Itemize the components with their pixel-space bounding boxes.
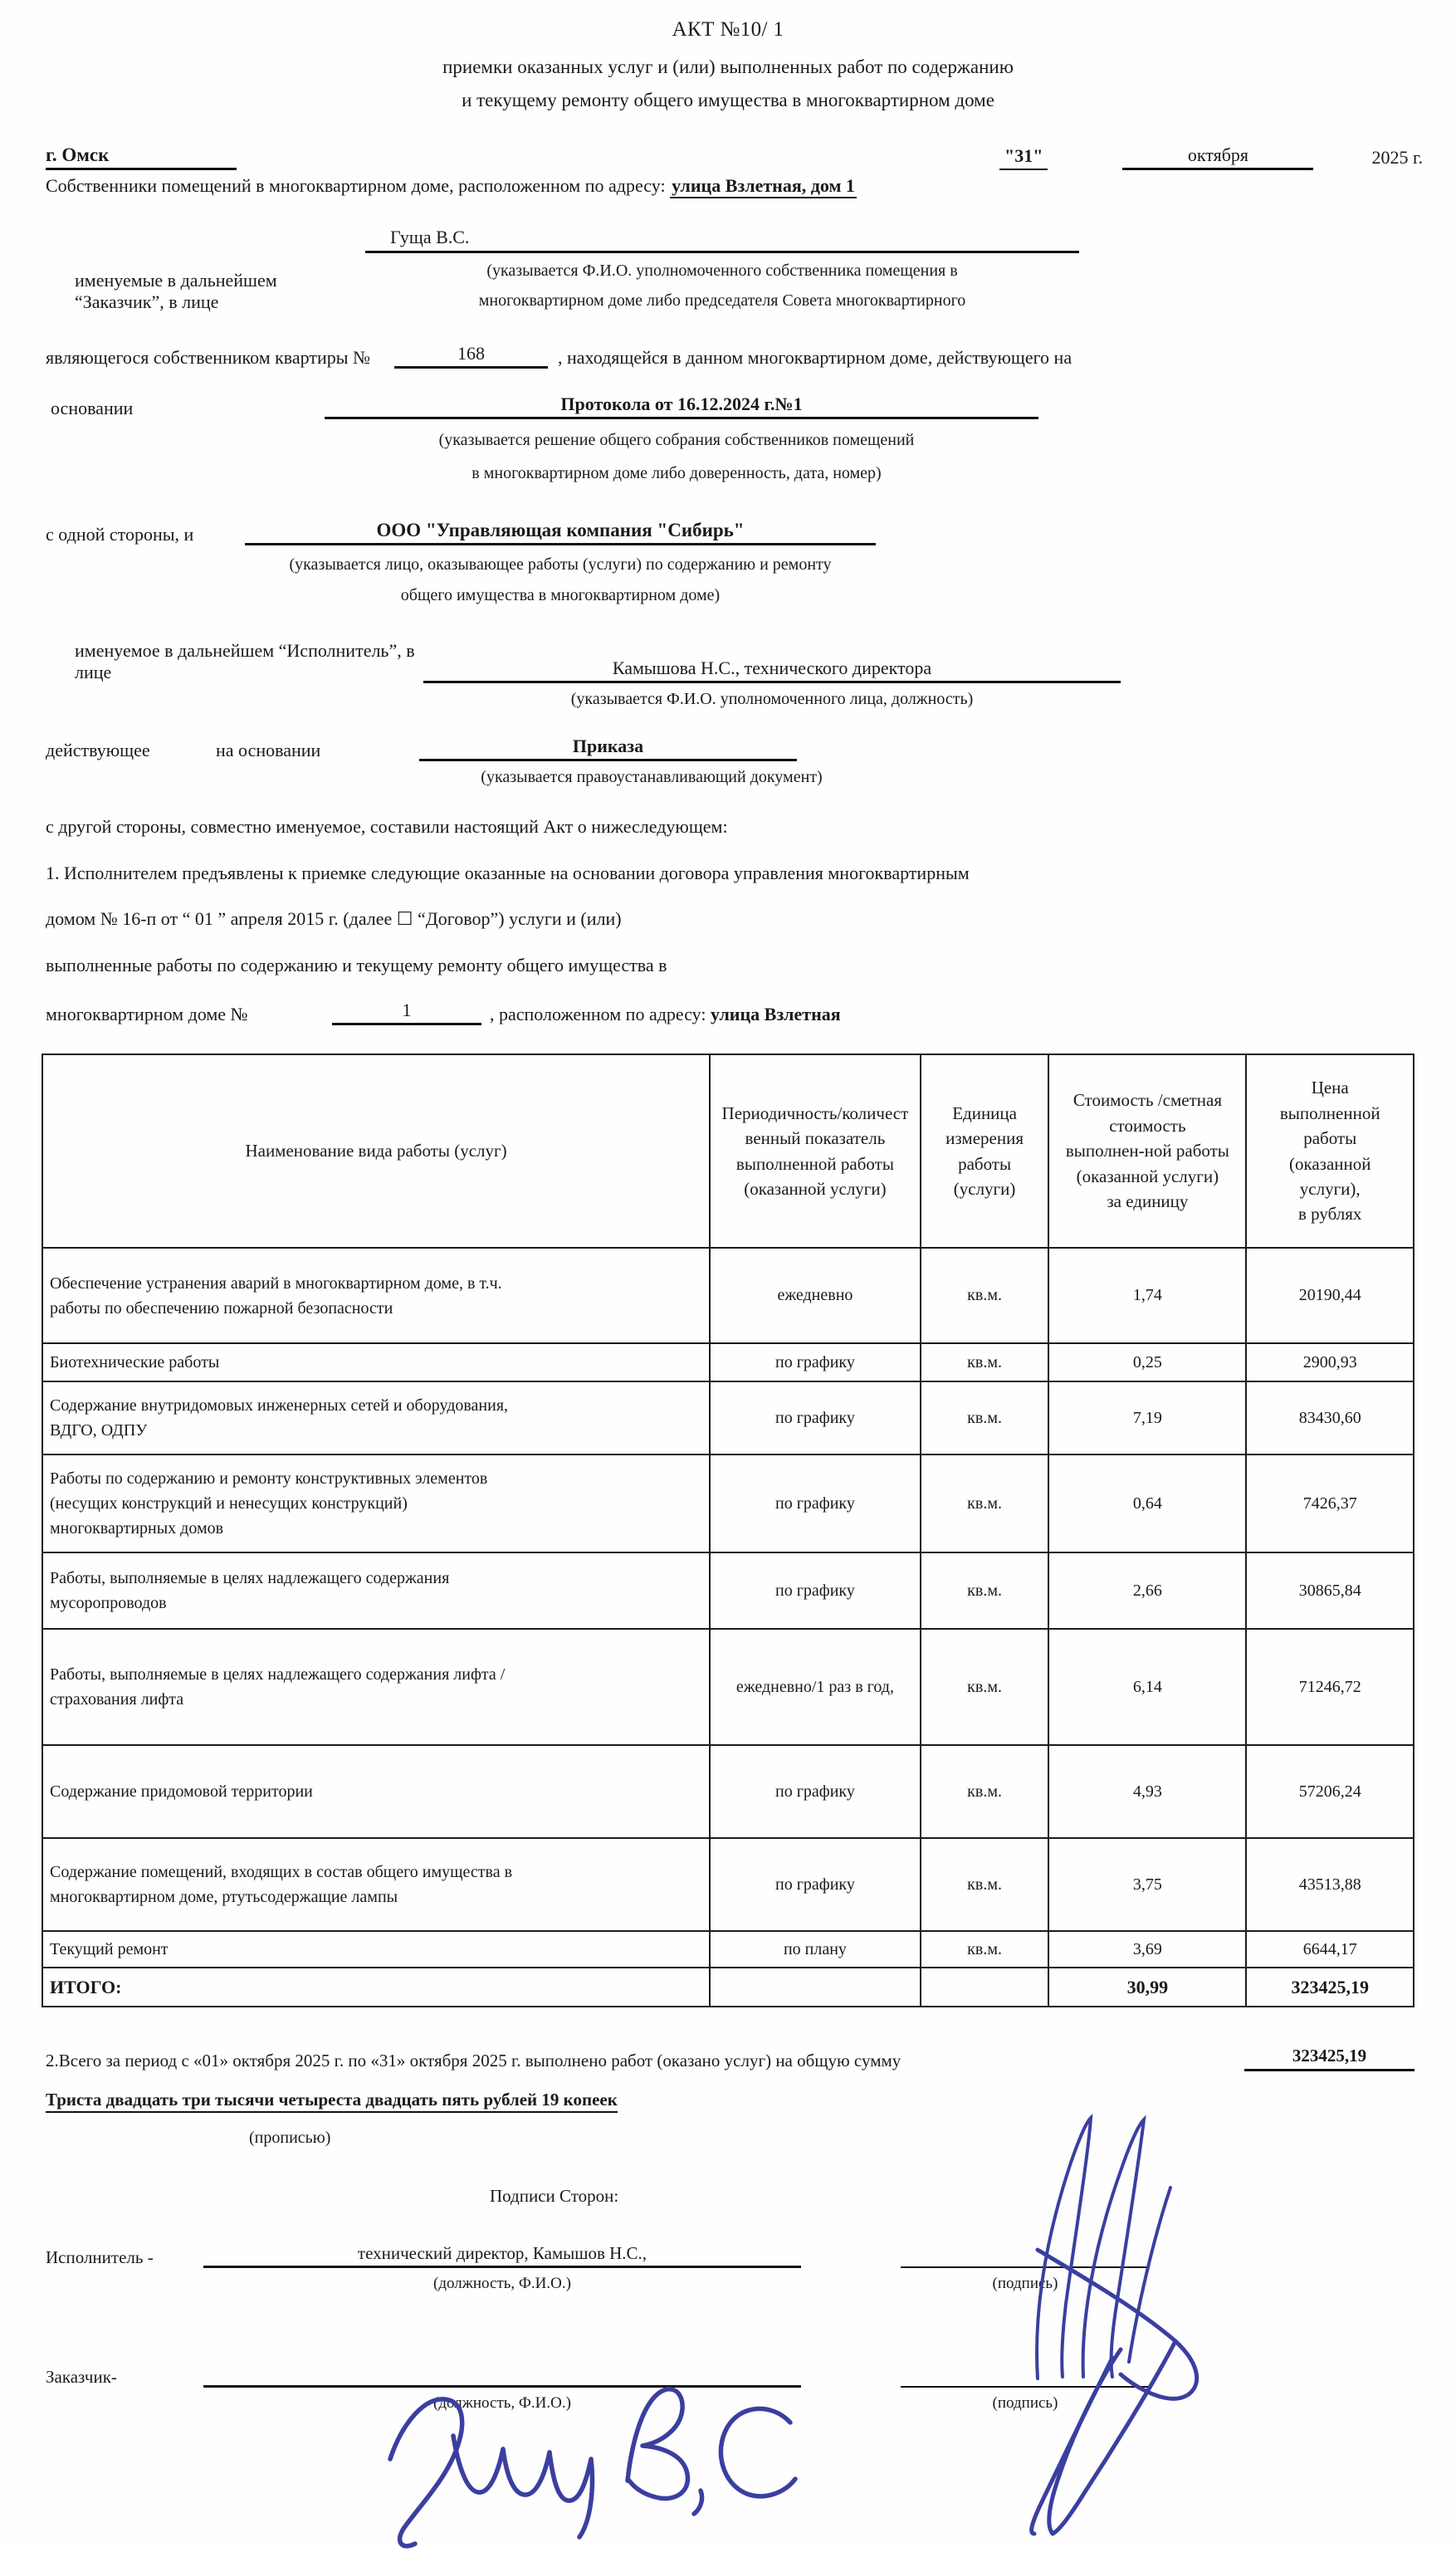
- row-periodicity: по графику: [710, 1455, 921, 1552]
- customer-signature-label: Заказчик-: [46, 2367, 117, 2387]
- customer-sign-hint: (подпись): [992, 2394, 1058, 2412]
- row-periodicity: ежедневно/1 раз в год,: [710, 1629, 921, 1745]
- executor-signature-hints: [0, 2275, 1456, 2293]
- table-header-row: [42, 1054, 1414, 1248]
- city-field: г. Омск: [46, 144, 237, 170]
- executor-person-field: Камышова Н.С., технического директора: [423, 658, 1121, 683]
- executor-label: именуемое в дальнейшем “Исполнитель”, в лице: [75, 640, 415, 682]
- hdr-unit-l1: Единица: [952, 1102, 1017, 1123]
- apartment-rest-text: , находящейся в данном многоквартирном доме, действующего на: [558, 347, 1072, 368]
- executor-hint: (указывается Ф.И.О. уполномоченного лица, должность): [570, 690, 974, 708]
- apartment-block: [0, 343, 1456, 486]
- customer-signature-line: [901, 2364, 1150, 2388]
- row-unit: кв.м.: [921, 1455, 1049, 1552]
- amount-in-words-value: Триста двадцать три тысячи четыреста двадцать пять рублей 19 копеек: [46, 2090, 618, 2113]
- hdr-periodicity-l2: венный показатель: [745, 1128, 886, 1149]
- row-unit: кв.м.: [921, 1931, 1049, 1968]
- hdr-cost-l3: выполнен-ной работы: [1065, 1141, 1229, 1161]
- row-periodicity: по графику: [710, 1381, 921, 1455]
- row-unit-cost: 7,19: [1048, 1381, 1246, 1455]
- table-row: [42, 1838, 1414, 1931]
- company-name-field: ООО "Управляющая компания "Сибирь": [245, 520, 876, 545]
- house-rest-text: [481, 1004, 841, 1025]
- hdr-cost-l2: стоимость: [1109, 1115, 1186, 1136]
- row-unit-cost: 0,25: [1048, 1343, 1246, 1381]
- row-unit: кв.м.: [921, 1248, 1049, 1343]
- executor-signature-value: технический директор, Камышов Н.С.,: [203, 2243, 801, 2268]
- owners-prefix-text: Собственники помещений в многоквартирном доме, расположенном по адресу:: [46, 175, 666, 196]
- document-subtitle-line2: и текущему ремонту общего имущества в многоквартирном доме: [462, 90, 994, 110]
- row-unit-cost: 4,93: [1048, 1745, 1246, 1838]
- row-name: [42, 1552, 710, 1629]
- hdr-cost-l1: Стоимость /сметная: [1072, 1090, 1222, 1111]
- row-total: 43513,88: [1246, 1838, 1414, 1931]
- column-header-name: Наименование вида работы (услуг): [42, 1054, 710, 1248]
- table-total-row: [42, 1968, 1414, 2007]
- hdr-price-l3: работы: [1303, 1128, 1357, 1149]
- executor-signature-row: [0, 2243, 1456, 2268]
- row-periodicity: по графику: [710, 1838, 921, 1931]
- basis-hint-line2: в многоквартирном доме либо доверенность, дата, номер): [471, 464, 882, 482]
- summary-amount-field: 323425,19: [1244, 2046, 1414, 2071]
- row-name: [42, 1248, 710, 1343]
- total-label: ИТОГО:: [42, 1968, 710, 2007]
- row-unit: кв.м.: [921, 1838, 1049, 1931]
- row-unit-cost: 0,64: [1048, 1455, 1246, 1552]
- amount-in-words-row: [0, 2090, 1456, 2110]
- company-row: [46, 520, 1423, 545]
- basis-row: [46, 394, 1423, 419]
- executor-acting-label: действующее: [46, 740, 150, 760]
- apartment-number-field: 168: [394, 343, 548, 369]
- row-total: 30865,84: [1246, 1552, 1414, 1629]
- company-label: с одной стороны, и: [46, 524, 194, 545]
- house-street-value: улица Взлетная: [711, 1004, 841, 1024]
- place-date-row: [0, 144, 1456, 170]
- paragraph-2: домом № 16-п от “ 01 ” апреля 2015 г. (далее ☐ “Договор”) услуги и (или): [46, 908, 622, 929]
- row-unit-cost: 6,14: [1048, 1629, 1246, 1745]
- total-unit-cost: 30,99: [1048, 1968, 1246, 2007]
- hdr-price-l1: Цена: [1311, 1078, 1349, 1098]
- house-number-field: 1: [332, 1000, 481, 1025]
- row-total: 57206,24: [1246, 1745, 1414, 1838]
- row-name-l2: мусоропроводов: [50, 1594, 167, 1612]
- table-row: [42, 1248, 1414, 1343]
- row-periodicity: по графику: [710, 1745, 921, 1838]
- executor-signature-label: Исполнитель -: [46, 2247, 154, 2267]
- hdr-periodicity-l4: (оказанной услуги): [744, 1178, 887, 1199]
- row-name-l1: Работы, выполняемые в целях надлежащего содержания лифта /: [50, 1665, 506, 1684]
- summary-row: [0, 2046, 1456, 2071]
- customer-hint-line1: (указывается Ф.И.О. уполномоченного собственника помещения в: [486, 262, 958, 280]
- table-row: [42, 1629, 1414, 1745]
- row-name-l1: Содержание придомовой территории: [50, 1782, 313, 1801]
- customer-person-field: Гуща В.С.: [365, 227, 1079, 253]
- total-unit: [921, 1968, 1049, 2007]
- row-name-l1: Обеспечение устранения аварий в многоквартирном доме, в т.ч.: [50, 1274, 502, 1293]
- customer-signature-value: [203, 2383, 801, 2388]
- apartment-row: [46, 343, 1423, 369]
- hdr-unit-l2: измерения: [945, 1128, 1024, 1149]
- spacer: [801, 2394, 901, 2413]
- date-day-field: "31": [999, 145, 1048, 170]
- amount-in-words-hint: (прописью): [249, 2129, 331, 2147]
- total-periodicity: [710, 1968, 921, 2007]
- row-name: [42, 1455, 710, 1552]
- customer-row: [46, 227, 1423, 313]
- row-name-l2: (несущих конструкций и ненесущих конструкций): [50, 1494, 408, 1513]
- hdr-price-l2: выполненной: [1279, 1102, 1380, 1123]
- table-row: [42, 1455, 1414, 1552]
- column-header-periodicity: [710, 1054, 921, 1248]
- hdr-cost-l4: (оказанной услуги): [1076, 1166, 1219, 1186]
- executor-position-hint: (должность, Ф.И.О.): [433, 2275, 571, 2292]
- executor-basis-value-field: Приказа: [419, 736, 797, 761]
- row-name: [42, 1745, 710, 1838]
- executor-block: [0, 640, 1456, 787]
- row-unit-cost: 1,74: [1048, 1248, 1246, 1343]
- hdr-cost-l5: за единицу: [1107, 1191, 1189, 1212]
- paragraph-3: выполненные работы по содержанию и текущему ремонту общего имущества в: [46, 954, 667, 975]
- customer-hint-line2: многоквартирном доме либо председателя Совета многоквартирного: [478, 291, 966, 310]
- page-title: АКТ №10/ 1: [672, 18, 784, 41]
- customer-block: [0, 227, 1456, 313]
- summary-text: 2.Всего за период с «01» октября 2025 г. по «31» октября 2025 г. выполнено работ (оказано услуг) на общую сумму: [46, 2051, 901, 2071]
- signatures-title: Подписи Сторон:: [490, 2186, 619, 2206]
- basis-value-field: Протокола от 16.12.2024 г.№1: [325, 394, 1038, 419]
- row-name: [42, 1343, 710, 1381]
- hdr-price-l4: (оказанной: [1288, 1153, 1371, 1174]
- customer-position-hint: (должность, Ф.И.О.): [433, 2394, 571, 2412]
- column-header-unit-cost: [1048, 1054, 1246, 1248]
- date-month-field: октября: [1122, 144, 1313, 170]
- row-periodicity: по графику: [710, 1552, 921, 1629]
- customer-signature-hints: [0, 2394, 1456, 2413]
- row-total: 20190,44: [1246, 1248, 1414, 1343]
- row-periodicity: ежедневно: [710, 1248, 921, 1343]
- hdr-price-l5: услуги),: [1299, 1178, 1361, 1199]
- row-unit-cost: 3,75: [1048, 1838, 1246, 1931]
- signature-block: [0, 2243, 1456, 2413]
- basis-hint-block: [320, 427, 1033, 486]
- company-hint-line1: (указывается лицо, оказывающее работы (услуги) по содержанию и ремонту: [289, 555, 832, 574]
- hdr-periodicity-l3: выполненной работы: [735, 1153, 894, 1174]
- date-year-field: 2025 г.: [1371, 147, 1423, 168]
- row-name-l1: Работы, выполняемые в целях надлежащего содержания: [50, 1569, 450, 1587]
- row-name-l1: Текущий ремонт: [50, 1940, 169, 1958]
- customer-value-wrap: [365, 227, 1423, 313]
- row-name: [42, 1931, 710, 1968]
- paragraph-other-side: с другой стороны, совместно именуемое, составили настоящий Акт о нижеследующем:: [46, 816, 728, 837]
- house-label: многоквартирном доме №: [46, 1004, 248, 1024]
- row-total: 2900,93: [1246, 1343, 1414, 1381]
- table-row: [42, 1931, 1414, 1968]
- works-table-body: [42, 1248, 1414, 2007]
- owners-address-line: [0, 170, 1456, 197]
- row-name-l2: многоквартирном доме, ртутьсодержащие лампы: [50, 1888, 398, 1906]
- row-name-l1: Биотехнические работы: [50, 1353, 220, 1371]
- executor-basis-row: [46, 736, 1423, 761]
- spacer: [801, 2275, 901, 2293]
- column-header-unit: [921, 1054, 1049, 1248]
- company-block: [0, 520, 1456, 609]
- customer-label: именуемые в дальнейшем “Заказчик”, в лице: [75, 270, 277, 312]
- row-unit: кв.м.: [921, 1343, 1049, 1381]
- basis-hint-line1: (указывается решение общего собрания собственников помещений: [438, 431, 915, 449]
- row-unit-cost: 3,69: [1048, 1931, 1246, 1968]
- works-table: [42, 1054, 1414, 2007]
- row-name-l1: Содержание помещений, входящих в состав общего имущества в: [50, 1863, 513, 1881]
- row-unit-cost: 2,66: [1048, 1552, 1246, 1629]
- row-name-l2: страхования лифта: [50, 1690, 184, 1709]
- basis-label: основании: [51, 398, 134, 418]
- document-subtitle-line1: приемки оказанных услуг и (или) выполненных работ по содержанию: [442, 56, 1014, 77]
- hdr-price-l6: в рублях: [1298, 1204, 1362, 1225]
- row-name: [42, 1381, 710, 1455]
- table-row: [42, 1343, 1414, 1381]
- apartment-label: являющегося собственником квартиры №: [46, 347, 371, 368]
- works-table-head: [42, 1054, 1414, 1248]
- row-total: 6644,17: [1246, 1931, 1414, 1968]
- row-total: 7426,37: [1246, 1455, 1414, 1552]
- row-name-l2: работы по обеспечению пожарной безопасности: [50, 1298, 393, 1318]
- table-row: [42, 1552, 1414, 1629]
- executor-signature-line: [901, 2245, 1150, 2268]
- table-row: [42, 1745, 1414, 1838]
- house-number-row: [0, 1000, 1456, 1025]
- row-unit: кв.м.: [921, 1745, 1049, 1838]
- row-total: 71246,72: [1246, 1629, 1414, 1745]
- row-name-l2: ВДГО, ОДПУ: [50, 1421, 148, 1440]
- hdr-periodicity-l1: Периодичность/количест: [721, 1102, 909, 1123]
- owners-address-value: улица Взлетная, дом 1: [670, 175, 857, 198]
- executor-basis-label: на основании: [216, 740, 321, 760]
- house-rest-prefix: , расположенном по адресу:: [490, 1004, 706, 1024]
- spacer: [46, 2394, 203, 2413]
- executor-sign-hint: (подпись): [992, 2275, 1058, 2292]
- executor-basis-hint: (указывается правоустанавливающий документ): [481, 768, 823, 786]
- row-name-l1: Содержание внутридомовых инженерных сетей и оборудования,: [50, 1396, 509, 1415]
- spacer: [46, 2275, 203, 2293]
- hdr-unit-l4: (услуги): [953, 1178, 1016, 1199]
- paragraph-1: 1. Исполнителем предъявлены к приемке следующие оказанные на основании договора управления многоквартирным: [46, 862, 970, 883]
- company-hint-line2: общего имущества в многоквартирном доме): [400, 586, 721, 604]
- customer-signature-row: [0, 2364, 1456, 2388]
- row-name: [42, 1629, 710, 1745]
- row-unit: кв.м.: [921, 1552, 1049, 1629]
- row-total: 83430,60: [1246, 1381, 1414, 1455]
- executor-row: [46, 640, 1423, 683]
- column-header-price: [1246, 1054, 1414, 1248]
- row-unit: кв.м.: [921, 1629, 1049, 1745]
- row-periodicity: по графику: [710, 1343, 921, 1381]
- row-name-l1: Работы по содержанию и ремонту конструктивных элементов: [50, 1469, 488, 1488]
- row-name-l3: многоквартирных домов: [50, 1519, 224, 1538]
- row-periodicity: по плану: [710, 1931, 921, 1968]
- row-name: [42, 1838, 710, 1931]
- row-unit: кв.м.: [921, 1381, 1049, 1455]
- total-amount: 323425,19: [1246, 1968, 1414, 2007]
- table-row: [42, 1381, 1414, 1455]
- hdr-unit-l3: работы: [958, 1153, 1012, 1174]
